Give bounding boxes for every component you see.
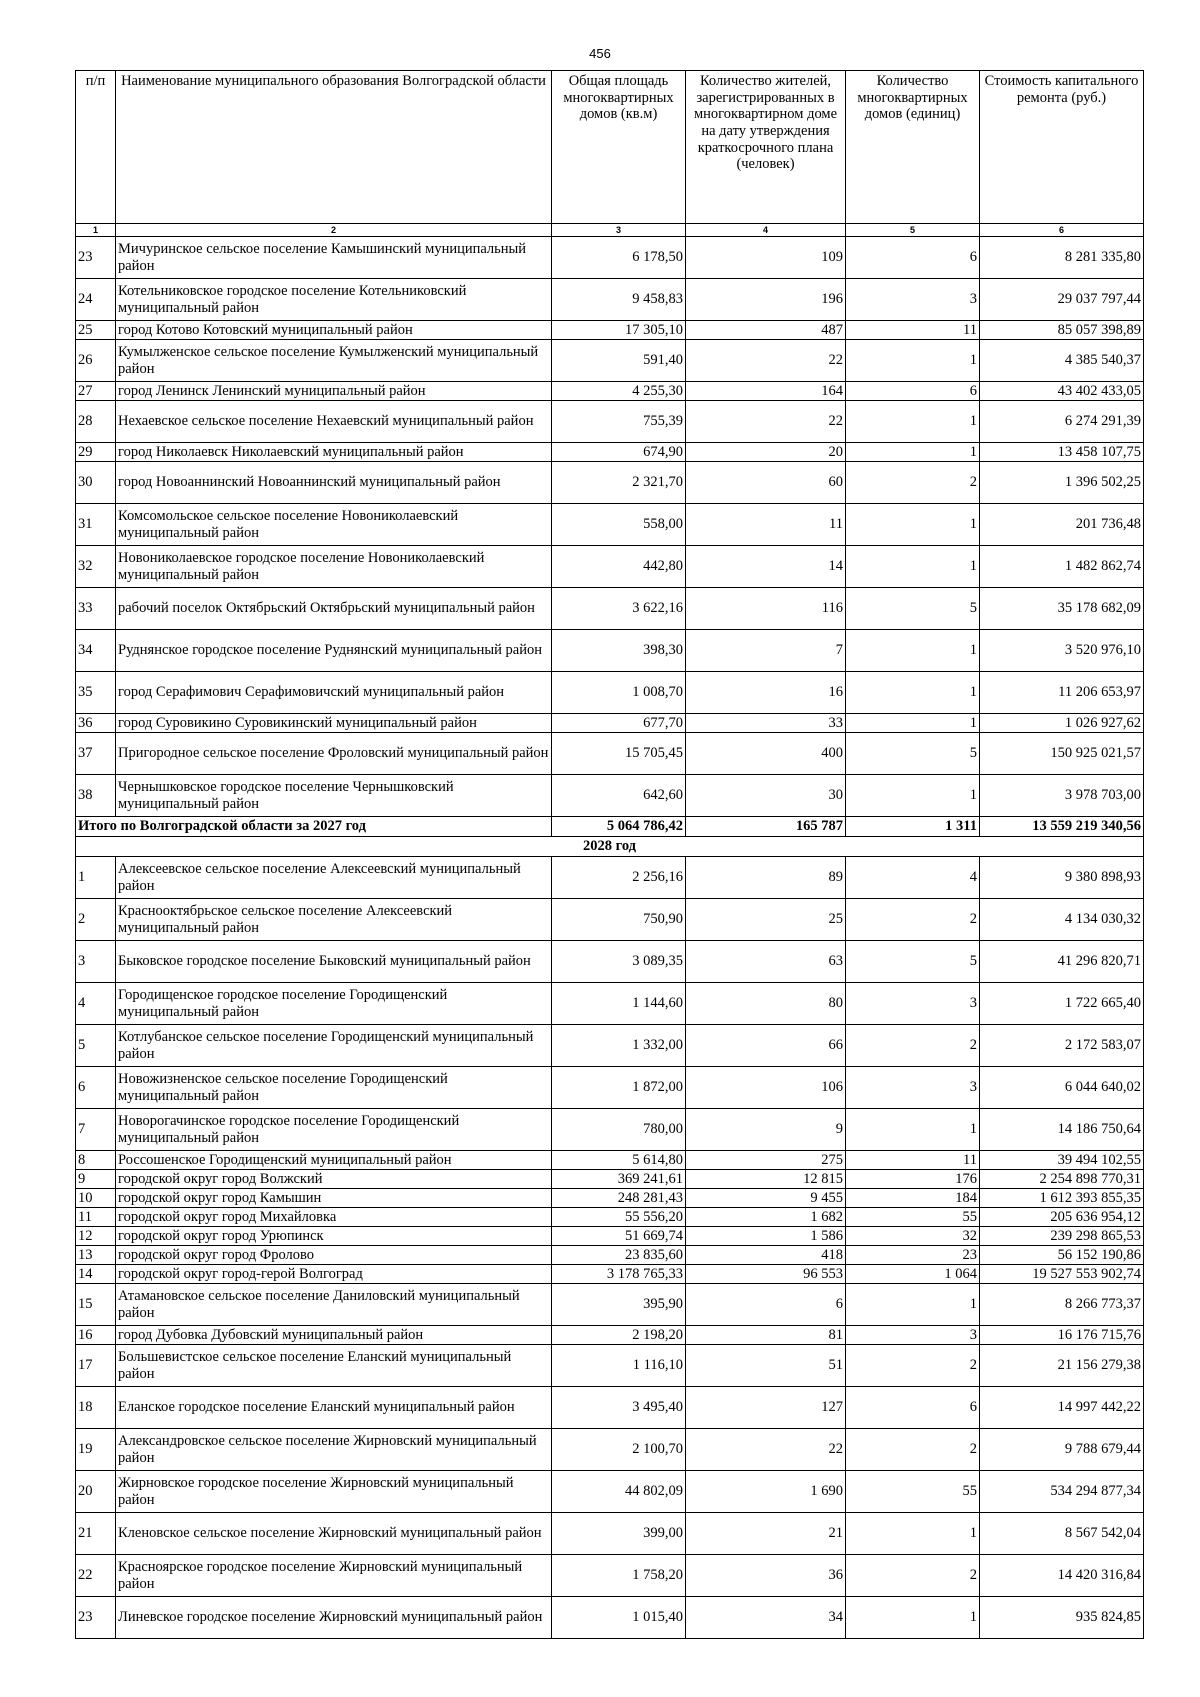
municipality-name: город Дубовка Дубовский муниципальный район <box>116 1326 552 1345</box>
row-index: 15 <box>76 1284 116 1326</box>
table-row <box>76 504 1144 546</box>
municipality-name: городской округ город Урюпинск <box>116 1227 552 1246</box>
cost-value: 205 636 954,12 <box>980 1208 1144 1227</box>
residents-value: 116 <box>686 588 846 630</box>
houses-value: 55 <box>846 1208 980 1227</box>
row-index: 4 <box>76 983 116 1025</box>
cost-value: 1 396 502,25 <box>980 462 1144 504</box>
municipality-name: городской округ город Камышин <box>116 1189 552 1208</box>
houses-value: 2 <box>846 462 980 504</box>
cost-value: 14 997 442,22 <box>980 1387 1144 1429</box>
municipality-name: город Новоаннинский Новоаннинский муниципальный район <box>116 462 552 504</box>
table-row <box>76 775 1144 817</box>
area-value: 1 332,00 <box>552 1025 686 1067</box>
row-index: 28 <box>76 401 116 443</box>
residents-value: 22 <box>686 1429 846 1471</box>
area-value: 4 255,30 <box>552 382 686 401</box>
column-number: 5 <box>846 224 980 237</box>
houses-value: 32 <box>846 1227 980 1246</box>
municipality-name: Большевистское сельское поселение Еланский муниципальный район <box>116 1345 552 1387</box>
table-row <box>76 733 1144 775</box>
area-value: 248 281,43 <box>552 1189 686 1208</box>
area-value: 5 614,80 <box>552 1151 686 1170</box>
area-value: 558,00 <box>552 504 686 546</box>
row-index: 3 <box>76 941 116 983</box>
area-value: 17 305,10 <box>552 321 686 340</box>
residents-value: 109 <box>686 237 846 279</box>
header-municipality: Наименование муниципального образования Волгоградской области <box>116 71 552 224</box>
table-row <box>76 714 1144 733</box>
year-heading: 2028 год <box>76 837 1144 857</box>
row-index: 34 <box>76 630 116 672</box>
houses-value: 3 <box>846 1067 980 1109</box>
table-row <box>76 899 1144 941</box>
cost-value: 239 298 865,53 <box>980 1227 1144 1246</box>
area-value: 398,30 <box>552 630 686 672</box>
municipality-name: Городищенское городское поселение Городищенский муниципальный район <box>116 983 552 1025</box>
residents-value: 11 <box>686 504 846 546</box>
area-value: 3 089,35 <box>552 941 686 983</box>
cost-value: 39 494 102,55 <box>980 1151 1144 1170</box>
row-index: 7 <box>76 1109 116 1151</box>
cost-value: 6 044 640,02 <box>980 1067 1144 1109</box>
header-houses: Количество многоквартирных домов (единиц) <box>846 71 980 224</box>
table-row <box>76 340 1144 382</box>
total-row-2027 <box>76 817 1144 837</box>
municipality-name: Александровское сельское поселение Жирновский муниципальный район <box>116 1429 552 1471</box>
row-index: 12 <box>76 1227 116 1246</box>
residents-value: 81 <box>686 1326 846 1345</box>
table-row <box>76 983 1144 1025</box>
row-index: 30 <box>76 462 116 504</box>
houses-value: 2 <box>846 1345 980 1387</box>
residents-value: 106 <box>686 1067 846 1109</box>
municipality-name: Кумылженское сельское поселение Кумылженский муниципальный район <box>116 340 552 382</box>
residents-value: 1 690 <box>686 1471 846 1513</box>
row-index: 23 <box>76 1597 116 1639</box>
area-value: 23 835,60 <box>552 1246 686 1265</box>
houses-value: 5 <box>846 733 980 775</box>
cost-value: 11 206 653,97 <box>980 672 1144 714</box>
houses-value: 55 <box>846 1471 980 1513</box>
column-number: 2 <box>116 224 552 237</box>
table-row <box>76 672 1144 714</box>
area-value: 1 116,10 <box>552 1345 686 1387</box>
cost-value: 201 736,48 <box>980 504 1144 546</box>
area-value: 1 758,20 <box>552 1555 686 1597</box>
municipality-name: городской округ город-герой Волгоград <box>116 1265 552 1284</box>
row-index: 5 <box>76 1025 116 1067</box>
area-value: 6 178,50 <box>552 237 686 279</box>
area-value: 2 198,20 <box>552 1326 686 1345</box>
residents-value: 20 <box>686 443 846 462</box>
municipality-name: Линевское городское поселение Жирновский муниципальный район <box>116 1597 552 1639</box>
area-value: 1 872,00 <box>552 1067 686 1109</box>
municipality-name: Новониколаевское городское поселение Новониколаевский муниципальный район <box>116 546 552 588</box>
table-row <box>76 1345 1144 1387</box>
table-row <box>76 1189 1144 1208</box>
row-index: 1 <box>76 857 116 899</box>
area-value: 399,00 <box>552 1513 686 1555</box>
houses-value: 5 <box>846 941 980 983</box>
row-index: 18 <box>76 1387 116 1429</box>
header-index: п/п <box>76 71 116 224</box>
houses-value: 1 <box>846 443 980 462</box>
houses-value: 1 <box>846 1109 980 1151</box>
table-row <box>76 1227 1144 1246</box>
capital-repair-table <box>75 70 1144 1639</box>
area-value: 442,80 <box>552 546 686 588</box>
total-label: Итого по Волгоградской области за 2027 год <box>76 817 552 837</box>
row-index: 11 <box>76 1208 116 1227</box>
table-row <box>76 546 1144 588</box>
table-row <box>76 1597 1144 1639</box>
residents-value: 30 <box>686 775 846 817</box>
header-residents: Количество жителей, зарегистрированных в многоквартирном доме на дату утверждения краткосрочного плана (человек) <box>686 71 846 224</box>
row-index: 14 <box>76 1265 116 1284</box>
houses-value: 1 <box>846 1513 980 1555</box>
houses-value: 1 064 <box>846 1265 980 1284</box>
houses-value: 1 <box>846 1284 980 1326</box>
houses-value: 184 <box>846 1189 980 1208</box>
municipality-name: город Котово Котовский муниципальный район <box>116 321 552 340</box>
row-index: 21 <box>76 1513 116 1555</box>
area-value: 750,90 <box>552 899 686 941</box>
column-number: 3 <box>552 224 686 237</box>
cost-value: 534 294 877,34 <box>980 1471 1144 1513</box>
area-value: 395,90 <box>552 1284 686 1326</box>
row-index: 8 <box>76 1151 116 1170</box>
cost-value: 9 380 898,93 <box>980 857 1144 899</box>
houses-value: 1 <box>846 672 980 714</box>
table-row <box>76 1326 1144 1345</box>
residents-value: 36 <box>686 1555 846 1597</box>
area-value: 3 622,16 <box>552 588 686 630</box>
row-index: 37 <box>76 733 116 775</box>
houses-value: 1 <box>846 714 980 733</box>
table-row <box>76 279 1144 321</box>
municipality-name: Котельниковское городское поселение Котельниковский муниципальный район <box>116 279 552 321</box>
cost-value: 1 612 393 855,35 <box>980 1189 1144 1208</box>
residents-value: 63 <box>686 941 846 983</box>
municipality-name: Россошенское Городищенский муниципальный район <box>116 1151 552 1170</box>
residents-value: 164 <box>686 382 846 401</box>
header-area: Общая площадь многоквартирных домов (кв.м) <box>552 71 686 224</box>
residents-value: 418 <box>686 1246 846 1265</box>
municipality-name: рабочий поселок Октябрьский Октябрьский муниципальный район <box>116 588 552 630</box>
area-value: 755,39 <box>552 401 686 443</box>
cost-value: 35 178 682,09 <box>980 588 1144 630</box>
area-value: 674,90 <box>552 443 686 462</box>
houses-value: 23 <box>846 1246 980 1265</box>
residents-value: 22 <box>686 401 846 443</box>
area-value: 51 669,74 <box>552 1227 686 1246</box>
residents-value: 12 815 <box>686 1170 846 1189</box>
cost-value: 8 266 773,37 <box>980 1284 1144 1326</box>
column-number: 1 <box>76 224 116 237</box>
area-value: 55 556,20 <box>552 1208 686 1227</box>
cost-value: 4 385 540,37 <box>980 340 1144 382</box>
table-row <box>76 857 1144 899</box>
column-number: 6 <box>980 224 1144 237</box>
row-index: 29 <box>76 443 116 462</box>
municipality-name: Руднянское городское поселение Руднянский муниципальный район <box>116 630 552 672</box>
row-index: 16 <box>76 1326 116 1345</box>
cost-value: 13 458 107,75 <box>980 443 1144 462</box>
cost-value: 21 156 279,38 <box>980 1345 1144 1387</box>
municipality-name: Котлубанское сельское поселение Городищенский муниципальный район <box>116 1025 552 1067</box>
total-residents: 165 787 <box>686 817 846 837</box>
page-number: 456 <box>589 46 611 61</box>
table-row <box>76 1555 1144 1597</box>
row-index: 36 <box>76 714 116 733</box>
table-row <box>76 401 1144 443</box>
row-index: 2 <box>76 899 116 941</box>
cost-value: 150 925 021,57 <box>980 733 1144 775</box>
area-value: 3 178 765,33 <box>552 1265 686 1284</box>
row-index: 17 <box>76 1345 116 1387</box>
residents-value: 80 <box>686 983 846 1025</box>
residents-value: 21 <box>686 1513 846 1555</box>
houses-value: 2 <box>846 1025 980 1067</box>
area-value: 780,00 <box>552 1109 686 1151</box>
houses-value: 6 <box>846 1387 980 1429</box>
row-index: 27 <box>76 382 116 401</box>
table-row <box>76 1246 1144 1265</box>
cost-value: 56 152 190,86 <box>980 1246 1144 1265</box>
cost-value: 4 134 030,32 <box>980 899 1144 941</box>
table-row <box>76 443 1144 462</box>
municipality-name: Пригородное сельское поселение Фроловский муниципальный район <box>116 733 552 775</box>
residents-value: 51 <box>686 1345 846 1387</box>
residents-value: 7 <box>686 630 846 672</box>
area-value: 591,40 <box>552 340 686 382</box>
row-index: 9 <box>76 1170 116 1189</box>
cost-value: 9 788 679,44 <box>980 1429 1144 1471</box>
area-value: 1 015,40 <box>552 1597 686 1639</box>
residents-value: 96 553 <box>686 1265 846 1284</box>
houses-value: 6 <box>846 237 980 279</box>
residents-value: 89 <box>686 857 846 899</box>
residents-value: 34 <box>686 1597 846 1639</box>
residents-value: 16 <box>686 672 846 714</box>
houses-value: 2 <box>846 1429 980 1471</box>
residents-value: 1 682 <box>686 1208 846 1227</box>
houses-value: 1 <box>846 401 980 443</box>
municipality-name: Еланское городское поселение Еланский муниципальный район <box>116 1387 552 1429</box>
municipality-name: город Серафимович Серафимовичский муниципальный район <box>116 672 552 714</box>
cost-value: 8 567 542,04 <box>980 1513 1144 1555</box>
residents-value: 22 <box>686 340 846 382</box>
row-index: 32 <box>76 546 116 588</box>
municipality-name: город Ленинск Ленинский муниципальный район <box>116 382 552 401</box>
table-row <box>76 1471 1144 1513</box>
area-value: 2 256,16 <box>552 857 686 899</box>
cost-value: 1 482 862,74 <box>980 546 1144 588</box>
houses-value: 1 <box>846 630 980 672</box>
municipality-name: Кленовское сельское поселение Жирновский муниципальный район <box>116 1513 552 1555</box>
municipality-name: Быковское городское поселение Быковский муниципальный район <box>116 941 552 983</box>
residents-value: 25 <box>686 899 846 941</box>
table-row <box>76 1387 1144 1429</box>
municipality-name: Комсомольское сельское поселение Новониколаевский муниципальный район <box>116 504 552 546</box>
cost-value: 935 824,85 <box>980 1597 1144 1639</box>
table-row <box>76 1284 1144 1326</box>
cost-value: 41 296 820,71 <box>980 941 1144 983</box>
column-number: 4 <box>686 224 846 237</box>
cost-value: 14 186 750,64 <box>980 1109 1144 1151</box>
residents-value: 60 <box>686 462 846 504</box>
houses-value: 1 <box>846 546 980 588</box>
residents-value: 9 <box>686 1109 846 1151</box>
houses-value: 2 <box>846 1555 980 1597</box>
column-number-row <box>76 224 1144 237</box>
cost-value: 19 527 553 902,74 <box>980 1265 1144 1284</box>
area-value: 2 321,70 <box>552 462 686 504</box>
municipality-name: город Суровикино Суровикинский муниципальный район <box>116 714 552 733</box>
row-index: 33 <box>76 588 116 630</box>
residents-value: 196 <box>686 279 846 321</box>
residents-value: 6 <box>686 1284 846 1326</box>
table-row <box>76 1513 1144 1555</box>
area-value: 44 802,09 <box>552 1471 686 1513</box>
row-index: 24 <box>76 279 116 321</box>
cost-value: 3 520 976,10 <box>980 630 1144 672</box>
total-houses: 1 311 <box>846 817 980 837</box>
municipality-name: Новорогачинское городское поселение Городищенский муниципальный район <box>116 1109 552 1151</box>
cost-value: 1 026 927,62 <box>980 714 1144 733</box>
municipality-name: Чернышковское городское поселение Чернышковский муниципальный район <box>116 775 552 817</box>
residents-value: 487 <box>686 321 846 340</box>
cost-value: 6 274 291,39 <box>980 401 1144 443</box>
area-value: 9 458,83 <box>552 279 686 321</box>
row-index: 20 <box>76 1471 116 1513</box>
table-row <box>76 321 1144 340</box>
table-row <box>76 941 1144 983</box>
houses-value: 3 <box>846 279 980 321</box>
municipality-name: город Николаевск Николаевский муниципальный район <box>116 443 552 462</box>
area-value: 1 008,70 <box>552 672 686 714</box>
residents-value: 33 <box>686 714 846 733</box>
total-area: 5 064 786,42 <box>552 817 686 837</box>
houses-value: 3 <box>846 1326 980 1345</box>
area-value: 1 144,60 <box>552 983 686 1025</box>
houses-value: 1 <box>846 340 980 382</box>
houses-value: 1 <box>846 1597 980 1639</box>
table-row <box>76 588 1144 630</box>
table-row <box>76 382 1144 401</box>
table-row <box>76 1208 1144 1227</box>
table-row <box>76 1109 1144 1151</box>
table-row <box>76 237 1144 279</box>
row-index: 26 <box>76 340 116 382</box>
residents-value: 127 <box>686 1387 846 1429</box>
table-row <box>76 1429 1144 1471</box>
municipality-name: Нехаевское сельское поселение Нехаевский муниципальный район <box>116 401 552 443</box>
houses-value: 4 <box>846 857 980 899</box>
area-value: 2 100,70 <box>552 1429 686 1471</box>
houses-value: 11 <box>846 1151 980 1170</box>
total-cost: 13 559 219 340,56 <box>980 817 1144 837</box>
residents-value: 9 455 <box>686 1189 846 1208</box>
row-index: 25 <box>76 321 116 340</box>
row-index: 6 <box>76 1067 116 1109</box>
municipality-name: Краснооктябрьское сельское поселение Алексеевский муниципальный район <box>116 899 552 941</box>
houses-value: 6 <box>846 382 980 401</box>
row-index: 35 <box>76 672 116 714</box>
cost-value: 16 176 715,76 <box>980 1326 1144 1345</box>
municipality-name: Мичуринское сельское поселение Камышинский муниципальный район <box>116 237 552 279</box>
cost-value: 85 057 398,89 <box>980 321 1144 340</box>
cost-value: 43 402 433,05 <box>980 382 1144 401</box>
municipality-name: городской округ город Михайловка <box>116 1208 552 1227</box>
houses-value: 1 <box>846 504 980 546</box>
row-index: 23 <box>76 237 116 279</box>
row-index: 10 <box>76 1189 116 1208</box>
area-value: 3 495,40 <box>552 1387 686 1429</box>
cost-value: 2 172 583,07 <box>980 1025 1144 1067</box>
header-row <box>76 71 1144 224</box>
cost-value: 29 037 797,44 <box>980 279 1144 321</box>
cost-value: 14 420 316,84 <box>980 1555 1144 1597</box>
row-index: 19 <box>76 1429 116 1471</box>
cost-value: 2 254 898 770,31 <box>980 1170 1144 1189</box>
header-cost: Стоимость капитального ремонта (руб.) <box>980 71 1144 224</box>
houses-value: 5 <box>846 588 980 630</box>
municipality-name: городской округ город Волжский <box>116 1170 552 1189</box>
municipality-name: Жирновское городское поселение Жирновский муниципальный район <box>116 1471 552 1513</box>
houses-value: 176 <box>846 1170 980 1189</box>
residents-value: 400 <box>686 733 846 775</box>
cost-value: 8 281 335,80 <box>980 237 1144 279</box>
table-row <box>76 1265 1144 1284</box>
row-index: 13 <box>76 1246 116 1265</box>
houses-value: 3 <box>846 983 980 1025</box>
residents-value: 275 <box>686 1151 846 1170</box>
municipality-name: городской округ город Фролово <box>116 1246 552 1265</box>
residents-value: 14 <box>686 546 846 588</box>
municipality-name: Алексеевское сельское поселение Алексеевский муниципальный район <box>116 857 552 899</box>
houses-value: 11 <box>846 321 980 340</box>
area-value: 677,70 <box>552 714 686 733</box>
table-row <box>76 1151 1144 1170</box>
municipality-name: Новожизненское сельское поселение Городищенский муниципальный район <box>116 1067 552 1109</box>
table-row <box>76 630 1144 672</box>
table-row <box>76 462 1144 504</box>
table-row <box>76 1170 1144 1189</box>
cost-value: 1 722 665,40 <box>980 983 1144 1025</box>
houses-value: 2 <box>846 899 980 941</box>
year-heading-row <box>76 837 1144 857</box>
table-row <box>76 1067 1144 1109</box>
row-index: 31 <box>76 504 116 546</box>
houses-value: 1 <box>846 775 980 817</box>
residents-value: 1 586 <box>686 1227 846 1246</box>
cost-value: 3 978 703,00 <box>980 775 1144 817</box>
area-value: 369 241,61 <box>552 1170 686 1189</box>
residents-value: 66 <box>686 1025 846 1067</box>
area-value: 15 705,45 <box>552 733 686 775</box>
municipality-name: Красноярское городское поселение Жирновский муниципальный район <box>116 1555 552 1597</box>
row-index: 38 <box>76 775 116 817</box>
area-value: 642,60 <box>552 775 686 817</box>
table-row <box>76 1025 1144 1067</box>
municipality-name: Атамановское сельское поселение Даниловский муниципальный район <box>116 1284 552 1326</box>
row-index: 22 <box>76 1555 116 1597</box>
